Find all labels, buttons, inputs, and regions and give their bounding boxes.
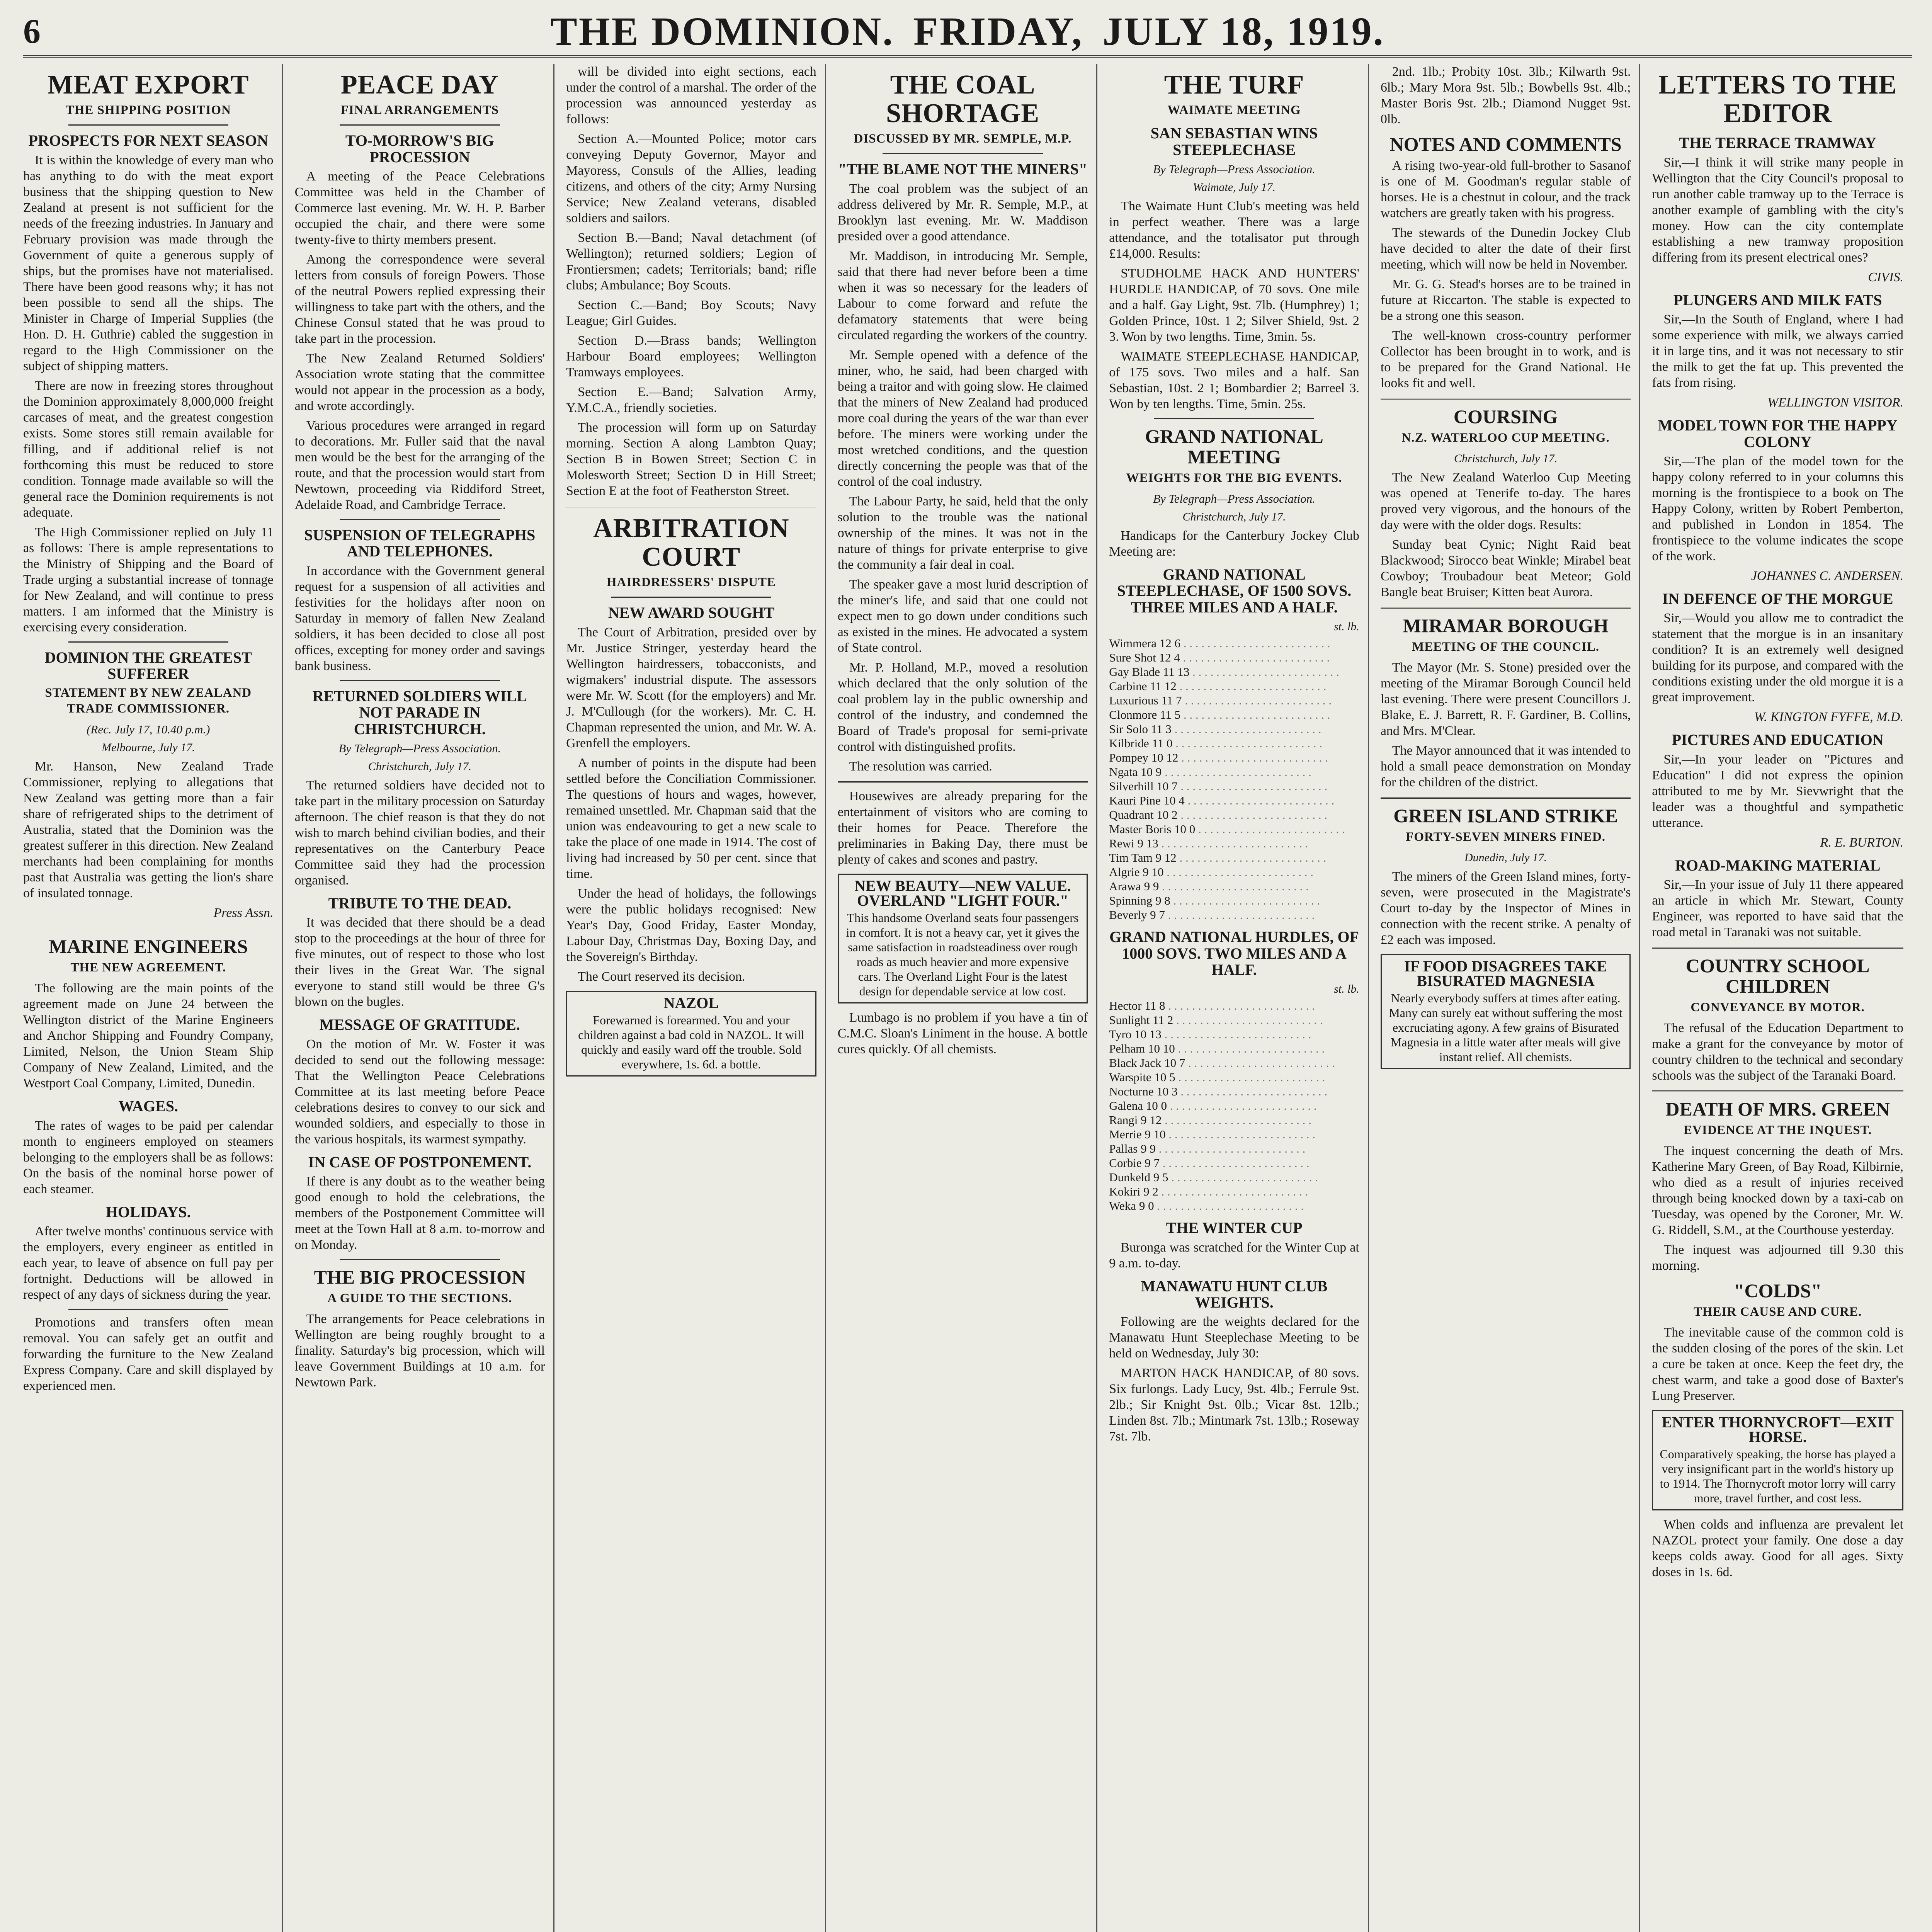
- horse-weight-entry: Black Jack 10 7 . . .: [1109, 1056, 1359, 1070]
- advertisement-text: The inevitable cause of the common cold is the sudden closing of the pores of the skin. Let a cure be taken at once. Keep the feet dry, the chest warm, and take a good dose of Baxter's Lung Preserver.: [1652, 1325, 1903, 1403]
- thornycroft-advertisement: [1652, 1410, 1903, 1510]
- horse-weight-entry: Arawa 9 9 . . .: [1109, 879, 1359, 893]
- paragraph: Among the correspondence were several letters from consuls of foreign Powers. Those of the neutral Powers replied expressing their willingness to take part with the others, and the Chinese Consul stated that he was proud to take part in the procession.: [294, 252, 545, 346]
- ad-text: This handsome Overland seats four passengers in comfort. It is not a heavy car, yet it gives the same satisfaction in roadsteadiness over rough roads as much heavier and more expensive cars. The Overland Light Four is the latest design for dependable service at low cost.: [846, 910, 1080, 998]
- paragraph: Mr. G. G. Stead's horses are to be trained in future at Riccarton. The stable is expected to be a strong one this season.: [1380, 277, 1631, 323]
- marine-engineers-headline: MARINE ENGINEERS: [49, 935, 248, 957]
- dominion-sufferer-headline: DOMINION THE GREATEST SUFFERER: [44, 648, 252, 682]
- conveyance-subhead: CONVEYANCE BY MOTOR.: [1690, 1000, 1865, 1015]
- horse-weight-entry: Gay Blade 11 13 . . .: [1109, 665, 1359, 679]
- paragraph: The Labour Party, he said, held that the only solution to the trouble was the national ownership of the mines. It was not in the nature of things for private enterprise to give the community a fair deal in coal.: [837, 494, 1088, 572]
- paragraph: The inquest was adjourned till 9.30 this morning.: [1652, 1243, 1903, 1273]
- paragraph: The New Zealand Returned Soldiers' Association wrote stating that the committee would not appear in the procession as a body, and wrote accordingly.: [294, 351, 545, 413]
- paragraph: The High Commissioner replied on July 11 as follows: There is ample representations to the Ministry of Shipping and the Board of Trade urging a substantial increase of tonnage for New Zealand, and will continue to press matters. I am informed that the Ministry is exercising every consideration.: [23, 525, 274, 634]
- road-making-headline: ROAD-MAKING MATERIAL: [1675, 856, 1881, 874]
- paragraph: The inquest concerning the death of Mrs. Katherine Mary Green, of Bay Road, Kilbirnie, who died as a result of injuries received through being knocked down by a taxi-cab on Tuesday, was opened by the Coroner, Mr. W. G. Riddell, S.M., at the Courthouse yesterday.: [1652, 1144, 1903, 1238]
- paragraph: A number of points in the dispute had been settled before the Conciliation Commissioner. The questions of hours and wages, however, remained unsettled. Mr. Chapman said that the union was endeavouring to get a new scale to take the place of one made in 1914. The cost of living had increased by 50 per cent. since that time.: [566, 755, 816, 881]
- green-island-headline: GREEN ISLAND STRIKE: [1393, 805, 1618, 827]
- paragraph: The refusal of the Education Department to make a grant for the conveyance by motor of country children to the technical and secondary schools was the subject of the Taranaki Board.: [1652, 1021, 1903, 1083]
- advertisement-text: Promotions and transfers often mean removal. You can safely get an outfit and forwarding the furniture to the New Zealand Express Company. Care and skill displayed by experienced men.: [23, 1315, 274, 1393]
- arbitration-court-headline: ARBITRATION COURT: [593, 514, 789, 572]
- morgue-headline: IN DEFENCE OF THE MORGUE: [1662, 590, 1893, 607]
- horse-weight-entry: Hector 11 8 . . .: [1109, 998, 1359, 1013]
- advertisement-text: When colds and influenza are prevalent let NAZOL protect your family. One dose a day keeps colds away. Good for all ages. Sixty doses in 1s. 6d.: [1652, 1517, 1903, 1580]
- hurdles-weights-list: [1109, 998, 1359, 1213]
- divider: [68, 641, 228, 643]
- horse-weight-entry: Tim Tam 9 12 . . .: [1109, 850, 1359, 865]
- divider: [23, 928, 274, 929]
- divider: [566, 506, 816, 507]
- steeplechase-weights-list: [1109, 636, 1359, 922]
- letter-text: Sir,—Would you allow me to contradict the statement that the morgue is in an insanitary condition? It is an extremely well designed building for its purpose, and compared with the conditions existing under the old morgue it is a great improvement.: [1652, 611, 1903, 705]
- letter-text: Sir,—In your leader on "Pictures and Education" I did not express the opinion attributed to me by Mr. Sievwright that the leader was a thoughtful and sympathetic utterance.: [1652, 752, 1903, 830]
- paragraph: Mr. Semple opened with a defence of the miner, who, he said, had been charged with being a traitor and with going slow. He claimed that the miners of New Zealand had produced more coal during the years of the war than ever before. The miners were working under the most wretched conditions, and the question directly concerning the people was that of the control of the coal industry.: [837, 347, 1088, 489]
- horse-weight-entry: Spinning 9 8 . . .: [1109, 893, 1359, 908]
- letter-signature: JOHANNES C. ANDERSEN.: [1751, 568, 1903, 583]
- paragraph: If there is any doubt as to the weather being good enough to hold the celebrations, the members of the Postponement Committee will meet at the Town Hall at 8 a.m. to-morrow and on Monday.: [294, 1174, 545, 1252]
- miners-fined-subhead: FORTY-SEVEN MINERS FINED.: [1406, 830, 1606, 844]
- winter-cup-headline: THE WINTER CUP: [1166, 1219, 1303, 1237]
- advertisement-text: Lumbago is no problem if you have a tin of C.M.C. Sloan's Liniment in the house. A bottle cures quickly. Of all chemists.: [837, 1010, 1088, 1056]
- weights-subhead: WEIGHTS FOR THE BIG EVENTS.: [1126, 471, 1342, 485]
- horse-weight-entry: Weka 9 0 . . .: [1109, 1199, 1359, 1213]
- peace-day-headline: PEACE DAY: [340, 70, 499, 100]
- waimate-subhead: WAIMATE MEETING: [1167, 103, 1301, 117]
- procession-headline: TO-MORROW'S BIG PROCESSION: [345, 132, 494, 166]
- advertisement-text: Housewives are already preparing for the entertainment of visitors who are coming to their homes for Peace. Therefore the preliminaries in Baking Day, there must be plenty of cakes and scones and pastry.: [837, 789, 1088, 867]
- horse-weight-entry: Kokiri 9 2 . . .: [1109, 1184, 1359, 1199]
- paragraph: The returned soldiers have decided not to take part in the military procession on Saturday afternoon. The chief reason is that they do not wish to march behind civilian bodies, and their representatives on the Canterbury Peace Committee said they had the procession organised.: [294, 778, 545, 888]
- weights-column-header: st. lb.: [1333, 620, 1359, 633]
- holidays-subhead: HOLIDAYS.: [105, 1203, 191, 1221]
- paragraph: Under the head of holidays, the followings were the public holidays recognised: New Year's Day, Good Friday, Easter Monday, Labour Day, Christmas Day, Boxing Day, and the Sovereign's Birthday.: [566, 886, 816, 964]
- dateline: Dunedin, July 17.: [1464, 851, 1547, 864]
- tribute-subhead: TRIBUTE TO THE DEAD.: [328, 894, 512, 912]
- column-6: [1381, 64, 1641, 1932]
- paragraph: There are now in freezing stores throughout the Dominion approximately 8,000,000 freight carcases of meat, and the greatest congestion exists. Some stores still remain available for filling, and if additional relief is not forthcoming this must be reduced to store condition. Tonnage made available so will the general race the Dominion requirements is not adequate.: [23, 378, 274, 520]
- horse-weight-entry: Pallas 9 9 . . .: [1109, 1141, 1359, 1156]
- prospects-headline: PROSPECTS FOR NEXT SEASON: [28, 132, 269, 150]
- letter-signature: CIVIS.: [1868, 270, 1903, 284]
- page-number: 6: [23, 12, 41, 51]
- paragraph: The Mayor announced that it was intended to hold a small peace demonstration on Monday for the children of the district.: [1380, 743, 1631, 789]
- letter-signature: WELLINGTON VISITOR.: [1767, 395, 1903, 410]
- paragraph: The Court of Arbitration, presided over by Mr. Justice Stringer, yesterday heard the Wellington hairdressers, tobacconists, and wigmakers' industrial dispute. The assessors were Mr. W. Scott (for the employers) and Mr. J. M'Cullough (for the workers). Mr. C. H. Chapman represented the union, and Mr. W. A. Grenfell the employers.: [566, 625, 816, 750]
- horse-weight-entry: Quadrant 10 2 . . .: [1109, 808, 1359, 822]
- horse-weight-entry: Corbie 9 7 . . .: [1109, 1156, 1359, 1170]
- paragraph: MARTON HACK HANDICAP, of 80 sovs. Six furlongs. Lady Lucy, 9st. 4lb.; Ferrule 9st. 2lb.; Sir Knight 9st. 0lb.; Vicar 8st. 12lb.; Linden 8st. 7lb.; Mintmark 7st. 13lb.; Roseway 7st. 7lb.: [1109, 1366, 1359, 1444]
- paragraph: The rates of wages to be paid per calendar month to engineers employed on steamers belonging to the employers shall be as follows: On the basis of the nominal horse power of each steamer.: [23, 1118, 274, 1196]
- coal-shortage-subhead: DISCUSSED BY MR. SEMPLE, M.P.: [854, 132, 1072, 146]
- horse-weight-entry: Rewi 9 13 . . .: [1109, 836, 1359, 850]
- paragraph: Section D.—Brass bands; Wellington Harbour Board employees; Wellington Tramways employees.: [566, 333, 816, 379]
- divider: [838, 781, 1088, 783]
- horse-weight-entry: Nocturne 10 3 . . .: [1109, 1084, 1359, 1099]
- dateline: Waimate, July 17.: [1193, 180, 1276, 194]
- byline: By Telegraph—Press Association.: [1153, 162, 1316, 176]
- paragraph: After twelve months' continuous service with the employers, every engineer as entitled in each year, to leave of absence on full pay per fortnight. Deductions will be allowed in respect of any days of sickness during the year.: [23, 1224, 274, 1302]
- ad-text: Forewarned is forearmed. You and your children against a bad cold in NAZOL. It will quickly and easily ward off the trouble. Sold everywhere, 1s. 6d. a bottle.: [578, 1013, 804, 1071]
- paragraph: Buronga was scratched for the Winter Cup at 9 a.m. to-day.: [1109, 1240, 1359, 1270]
- paragraph: Section A.—Mounted Police; motor cars conveying Deputy Governor, Mayor and Mayoress, Consuls of the Allies, leading citizens, and others of the city; Army Nursing Service; New Zealand veterans, disabled soldiers and sailors.: [566, 132, 816, 225]
- pictures-education-headline: PICTURES AND EDUCATION: [1672, 731, 1884, 749]
- column-3: [566, 64, 826, 1932]
- divider: [68, 1309, 228, 1310]
- postponement-subhead: IN CASE OF POSTPONEMENT.: [308, 1153, 532, 1171]
- paragraph: A rising two-year-old full-brother to Sasanof is one of M. Goodman's regular stable of horses. He is a chestnut in colour, and the track watchers are greatly taken with his progress.: [1380, 158, 1631, 220]
- issue-date: JULY 18, 1919.: [1102, 9, 1385, 54]
- byline: By Telegraph—Press Association.: [1153, 492, 1316, 505]
- paragraph: Section E.—Band; Salvation Army, Y.M.C.A., friendly societies.: [566, 385, 816, 415]
- ad-title: NEW BEAUTY—NEW VALUE. OVERLAND "LIGHT FOUR.": [854, 877, 1071, 909]
- ad-text: Nearly everybody suffers at times after eating. Many can surely eat without suffering the most excruciating agony. A few grains of Bisurated Magnesia in a little water after meals will give instant relief. All chemists.: [1389, 991, 1622, 1064]
- horse-weight-entry: Sunlight 11 2 . . .: [1109, 1013, 1359, 1027]
- paragraph: The coal problem was the subject of an address delivered by Mr. R. Semple, M.P., at Brooklyn last evening. Mr. W. Maddison presided over a good attendance.: [837, 181, 1088, 243]
- ad-title: ENTER THORNYCROFT—EXIT HORSE.: [1662, 1413, 1894, 1446]
- newspaper-columns: [23, 64, 1912, 1932]
- paragraph: It was decided that there should be a dead stop to the proceedings at the hour of three for five minutes, out of respect to those who lost their lives in the Great War. The signal everyone to stand still would be three G's blown on the bugles.: [294, 915, 545, 1009]
- column-1: [23, 64, 283, 1932]
- paragraph: The New Zealand Waterloo Cup Meeting was opened at Tenerife to-day. The hares proved very vigorous, and the honours of the day were with the older dogs. Results:: [1380, 470, 1631, 532]
- paragraph: Handicaps for the Canterbury Jockey Club Meeting are:: [1109, 528, 1359, 559]
- hurdles-headline: GRAND NATIONAL HURDLES, OF 1000 SOVS. TWO MILES AND A HALF.: [1109, 928, 1359, 978]
- divider: [1381, 797, 1631, 799]
- horse-weight-entry: Pompey 10 12 . . .: [1109, 750, 1359, 765]
- steeplechase-headline: GRAND NATIONAL STEEPLECHASE, OF 1500 SOVS. THREE MILES AND A HALF.: [1117, 565, 1352, 616]
- paragraph: The resolution was carried.: [849, 759, 992, 774]
- letter-signature: W. KINGTON FYFFE, M.D.: [1754, 710, 1903, 724]
- colds-subhead: THEIR CAUSE AND CURE.: [1694, 1305, 1862, 1319]
- wages-subhead: WAGES.: [118, 1097, 179, 1115]
- waterloo-cup-subhead: N.Z. WATERLOO CUP MEETING.: [1401, 431, 1610, 445]
- blame-headline: "THE BLAME NOT THE MINERS": [838, 160, 1088, 178]
- nazol-advertisement: [566, 991, 816, 1077]
- horse-weight-entry: Rangi 9 12 . . .: [1109, 1113, 1359, 1127]
- returned-soldiers-headline: RETURNED SOLDIERS WILL NOT PARADE IN CHRISTCHURCH.: [312, 687, 527, 738]
- terrace-tramway-headline: THE TERRACE TRAMWAY: [1679, 134, 1876, 152]
- paragraph: STUDHOLME HACK AND HUNTERS' HURDLE HANDICAP, of 70 sovs. One mile and a half. Gay Light, 9st. 7lb. (Humphrey) 1; Golden Prince, 10st. 1 2; Silver Shield, 9st. 2 3. Won by two lengths. Time, 3min. 5s.: [1109, 266, 1359, 344]
- horse-weight-entry: Beverly 9 7 . . .: [1109, 908, 1359, 922]
- newspaper-title: [23, 9, 1912, 54]
- horse-weight-entry: Warspite 10 5 . . .: [1109, 1070, 1359, 1084]
- dateline: Melbourne, July 17.: [101, 741, 195, 754]
- dateline: Christchurch, July 17.: [1182, 510, 1286, 523]
- divider: [340, 680, 500, 681]
- notes-comments-headline: NOTES AND COMMENTS: [1389, 133, 1622, 155]
- paragraph: Mr. Maddison, in introducing Mr. Semple, said that there had never before been a time when it was so necessary for the leaders of Labour to come forward and refute the defamatory statements that were being circulated regarding the workers of the country.: [837, 248, 1088, 342]
- horse-weight-entry: Kauri Pine 10 4 . . .: [1109, 793, 1359, 808]
- paragraph: The well-known cross-country performer Collector has been brought in to work, and is to be prepared for the Grand National. He looks fit and well.: [1380, 328, 1631, 390]
- column-7: [1652, 64, 1912, 1932]
- divider: [340, 519, 500, 520]
- paragraph: The Waimate Hunt Club's meeting was held in perfect weather. There was a large attendance, and the totalisator put through £14,000. Results:: [1109, 199, 1359, 261]
- dateline: Christchurch, July 17.: [1454, 452, 1558, 465]
- masthead: [23, 9, 1912, 58]
- telegraphs-headline: SUSPENSION OF TELEGRAPHS AND TELEPHONES.: [304, 526, 536, 560]
- paragraph: The Court reserved its decision.: [578, 969, 745, 984]
- horse-weight-entry: Wimmera 12 6 . . .: [1109, 636, 1359, 650]
- peace-day-subhead: FINAL ARRANGEMENTS: [340, 103, 499, 117]
- horse-weight-entry: Galena 10 0 . . .: [1109, 1099, 1359, 1113]
- horse-weight-entry: Sure Shot 12 4 . . .: [1109, 650, 1359, 665]
- divider: [1652, 947, 1903, 949]
- press-credit: Press Assn.: [213, 906, 274, 920]
- horse-weight-entry: Sir Solo 11 3 . . .: [1109, 722, 1359, 736]
- grand-national-headline: GRAND NATIONAL MEETING: [1145, 425, 1323, 468]
- paragraph: In accordance with the Government general request for a suspension of all activities and festivities for the holidays after noon on Saturday in memory of fallen New Zealand soldiers, it has been decided to close all post offices, excepting for money order and savings bank business.: [294, 563, 545, 673]
- gratitude-subhead: MESSAGE OF GRATITUDE.: [319, 1016, 520, 1034]
- paragraph: The Mayor (Mr. S. Stone) presided over the meeting of the Miramar Borough Council held last evening. There were present Councillors J. Blake, E. J. Barrett, R. F. Gardiner, B. Collins, and Mrs. M'Clear.: [1380, 660, 1631, 738]
- manawatu-headline: MANAWATU HUNT CLUB WEIGHTS.: [1141, 1277, 1328, 1311]
- paragraph: A meeting of the Peace Celebrations Committee was held in the Chamber of Commerce last evening. Mr. W. H. P. Barber occupied the chair, and there were some twenty-five to thirty members present.: [294, 169, 545, 247]
- paragraph: The miners of the Green Island mines, forty-seven, were prosecuted in the Magistrate's Court to-day by the Inspector of Mines in connection with the recent strike. A penalty of £2 each was imposed.: [1380, 869, 1631, 947]
- paragraph: Mr. Hanson, New Zealand Trade Commissioner, replying to allegations that New Zealand was getting more than a fair share of refrigerated ships to the detriment of Australia, stated that the Dominion was the greatest sufferer in this direction. New Zealand merchants had been complaining for months past that Australia was getting the lion's share of insulated tonnage.: [23, 759, 274, 901]
- divider: [883, 153, 1043, 154]
- paragraph: The speaker gave a most lurid description of the miner's life, and said that one could not expect men to go down under conditions such as existed in the mines. He advocated a system of State control.: [837, 577, 1088, 655]
- council-meeting-subhead: MEETING OF THE COUNCIL.: [1412, 640, 1600, 654]
- divider: [340, 1259, 500, 1260]
- turf-headline: THE TURF: [1164, 70, 1304, 100]
- plungers-headline: PLUNGERS AND MILK FATS: [1673, 291, 1882, 309]
- paragraph: Section C.—Band; Boy Scouts; Navy League; Girl Guides.: [566, 298, 816, 328]
- paragraph: The stewards of the Dunedin Jockey Club have decided to alter the date of their first meeting, which will now be held in November.: [1380, 226, 1631, 272]
- horse-weight-entry: Pelham 10 10 . . .: [1109, 1041, 1359, 1056]
- horse-weight-entry: Master Boris 10 0 . . .: [1109, 822, 1359, 836]
- paragraph: will be divided into eight sections, each under the control of a marshal. The order of the procession was announced yesterday as follows:: [566, 65, 816, 126]
- horse-weight-entry: Carbine 11 12 . . .: [1109, 679, 1359, 693]
- paragraph: Sunday beat Cynic; Night Raid beat Blackwood; Sirocco beat Winkle; Mirabel beat Cowboy; Troubadour beat Meteor; Gold Bangle beat Bruiser; Kitten beat Aurora.: [1380, 537, 1631, 599]
- letter-text: Sir,—In the South of England, where I had some experience with milk, we always carried it in large tins, and it was not necessary to stir the milk to get the fat up. This prevented the fats from rising.: [1652, 312, 1903, 390]
- overland-advertisement: [838, 874, 1088, 1003]
- paragraph: The procession will form up on Saturday morning. Section A along Lambton Quay; Section B in Bowen Street; Section C in Molesworth Street; Section D in Hill Street; Section E at the foot of Featherston Street.: [566, 420, 816, 498]
- death-headline: DEATH OF MRS. GREEN: [1665, 1098, 1890, 1120]
- received-line: (Rec. July 17, 10.40 p.m.): [87, 723, 210, 736]
- divider: [1381, 398, 1631, 400]
- meat-export-subhead: THE SHIPPING POSITION: [65, 103, 231, 117]
- byline: By Telegraph—Press Association.: [338, 741, 501, 755]
- horse-weight-entry: Luxurious 11 7 . . .: [1109, 693, 1359, 707]
- paragraph: Mr. P. Holland, M.P., moved a resolution which declared that the only solution of the coal problem lay in the public ownership and control of the industry, and condemned the Board of Trade's proposal for semi-private control with distinguished profits.: [837, 660, 1088, 754]
- meat-export-headline: MEAT EXPORT: [48, 70, 249, 100]
- letter-text: Sir,—In your issue of July 11 there appeared an article in which Mr. Stewart, County Engineer, was reported to have said that the road metal in Taranaki was not suitable.: [1652, 878, 1903, 940]
- marine-engineers-subhead: THE NEW AGREEMENT.: [70, 961, 226, 975]
- paragraph: On the motion of Mr. W. Foster it was decided to send out the following message: That the Wellington Peace Celebrations Committee at its last meeting before Peace celebrations desires to convey to our sick and wounded soldiers, and especially to those in the various hospitals, its warmest sympathy.: [294, 1037, 545, 1146]
- letters-headline: LETTERS TO THE EDITOR: [1658, 70, 1897, 129]
- paper-name: THE DOMINION.: [550, 9, 895, 54]
- miramar-borough-headline: MIRAMAR BOROUGH: [1403, 615, 1609, 636]
- column-5: [1109, 64, 1369, 1932]
- letter-text: Sir,—The plan of the model town for the happy colony referred to in your columns this morning is the frontispiece to a book on The Happy Colony, written by Robert Pemberton, and published in London in 1854. The frontispiece to the volume indicates the scope of the work.: [1652, 454, 1903, 563]
- model-town-headline: MODEL TOWN FOR THE HAPPY COLONY: [1658, 417, 1898, 451]
- divider: [1381, 607, 1631, 609]
- new-award-headline: NEW AWARD SOUGHT: [608, 604, 775, 622]
- ad-text: Comparatively speaking, the horse has played a very insignificant part in the world's history up to 1914. The Thornycroft motor lorry will carry more, travel further, and cost less.: [1660, 1447, 1896, 1505]
- divider: [1154, 418, 1314, 419]
- divider: [340, 124, 500, 126]
- divider: [1652, 1090, 1903, 1092]
- coal-shortage-headline: THE COAL SHORTAGE: [886, 70, 1040, 129]
- dominion-sufferer-subhead: STATEMENT BY NEW ZEALAND TRADE COMMISSIONER.: [45, 686, 252, 716]
- paragraph: 2nd. 1lb.; Probity 10st. 3lb.; Kilwarth 9st. 6lb.; Mary Mora 9st. 5lb.; Bowbells 9st. 4lb.; Master Boris 9st. 2lb.; Diamond Nugget 9st. 0lb.: [1380, 65, 1631, 126]
- san-sebastian-headline: SAN SEBASTIAN WINS STEEPLECHASE: [1150, 124, 1318, 158]
- big-procession-subhead: A GUIDE TO THE SECTIONS.: [327, 1291, 512, 1306]
- ad-title: NAZOL: [663, 994, 719, 1012]
- paragraph: It is within the knowledge of every man who has anything to do with the meat export business that the shipping question to New Zealand at present is not sufficient for the needs of the freezing industries. In January and February provision was made through the Government of quite a generous supply of ships, but the promises have not materialised. There have been good reasons why; it has not been possible to send all the ships. The Minister in Charge of Imperial Supplies (the Hon. D. H. Guthrie) cabled the suggestion in regard to the High Commissioner on the subject of shipping matters.: [23, 153, 274, 373]
- paragraph: The arrangements for Peace celebrations in Wellington are being roughly brought to a finality. Saturday's big procession, which will leave Government Buildings at 10 a.m. for Newtown Park.: [294, 1312, 545, 1390]
- ad-title: IF FOOD DISAGREES TAKE BISURATED MAGNESIA: [1404, 957, 1607, 990]
- horse-weight-entry: Clonmore 11 5 . . .: [1109, 707, 1359, 722]
- horse-weight-entry: Merrie 9 10 . . .: [1109, 1127, 1359, 1141]
- paragraph: Various procedures were arranged in regard to decorations. Mr. Fuller said that the naval men would be the best for the arranging of the route, and that the procession would start from Newtown, proceeding via Riddiford Street, Adelaide Road, and Cambridge Terrace.: [294, 418, 545, 512]
- inquest-subhead: EVIDENCE AT THE INQUEST.: [1684, 1123, 1872, 1138]
- colds-headline: "COLDS": [1733, 1280, 1822, 1302]
- horse-weight-entry: Algrie 9 10 . . .: [1109, 865, 1359, 879]
- magnesia-advertisement: [1381, 954, 1631, 1069]
- divider: [611, 597, 771, 598]
- horse-weight-entry: Kilbride 11 0 . . .: [1109, 736, 1359, 750]
- horse-weight-entry: Ngata 10 9 . . .: [1109, 765, 1359, 779]
- horse-weight-entry: Dunkeld 9 5 . . .: [1109, 1170, 1359, 1184]
- column-2: [295, 64, 555, 1932]
- weights-column-header: st. lb.: [1333, 983, 1359, 996]
- dateline: Christchurch, July 17.: [368, 760, 471, 773]
- coursing-headline: COURSING: [1453, 406, 1558, 427]
- letter-text: Sir,—I think it will strike many people in Wellington that the City Council's proposal to run another cable tramway up to the Terrace is another example of gambling with the city's money. How can the city contemplate establishing a new tramway proposition differing from its present electrical ones?: [1652, 155, 1903, 265]
- arbitration-subhead: HAIRDRESSERS' DISPUTE: [606, 575, 776, 590]
- issue-day: FRIDAY,: [913, 9, 1083, 54]
- paragraph: Section B.—Band; Naval detachment (of Wellington); returned soldiers; Legion of Frontiersmen; cadets; Territorials; band; rifle clubs; Ambulance; Boy Scouts.: [566, 231, 816, 293]
- big-procession-headline: THE BIG PROCESSION: [314, 1266, 526, 1288]
- letter-signature: R. E. BURTON.: [1820, 835, 1903, 850]
- paragraph: Following are the weights declared for the Manawatu Hunt Steeplechase Meeting to be held on Wednesday, July 30:: [1109, 1315, 1359, 1361]
- country-school-headline: COUNTRY SCHOOL CHILDREN: [1685, 955, 1870, 997]
- horse-weight-entry: Silverhill 10 7 . . .: [1109, 779, 1359, 793]
- divider: [68, 124, 228, 126]
- column-4: [838, 64, 1098, 1932]
- horse-weight-entry: Tyro 10 13 . . .: [1109, 1027, 1359, 1041]
- paragraph: WAIMATE STEEPLECHASE HANDICAP, of 175 sovs. Two miles and a half. San Sebastian, 10st. 2 1; Bombardier 2; Barreel 3. Won by ten lengths. Time, 5min. 25s.: [1109, 349, 1359, 411]
- paragraph: The following are the main points of the agreement made on June 24 between the Wellington district of the Marine Engineers and Anchor Shipping and Foundry Company, Limited, Nelson, the Union Steam Ship Company of New Zealand, Limited, and the Westport Coal Company, Limited, Dunedin.: [23, 981, 274, 1091]
